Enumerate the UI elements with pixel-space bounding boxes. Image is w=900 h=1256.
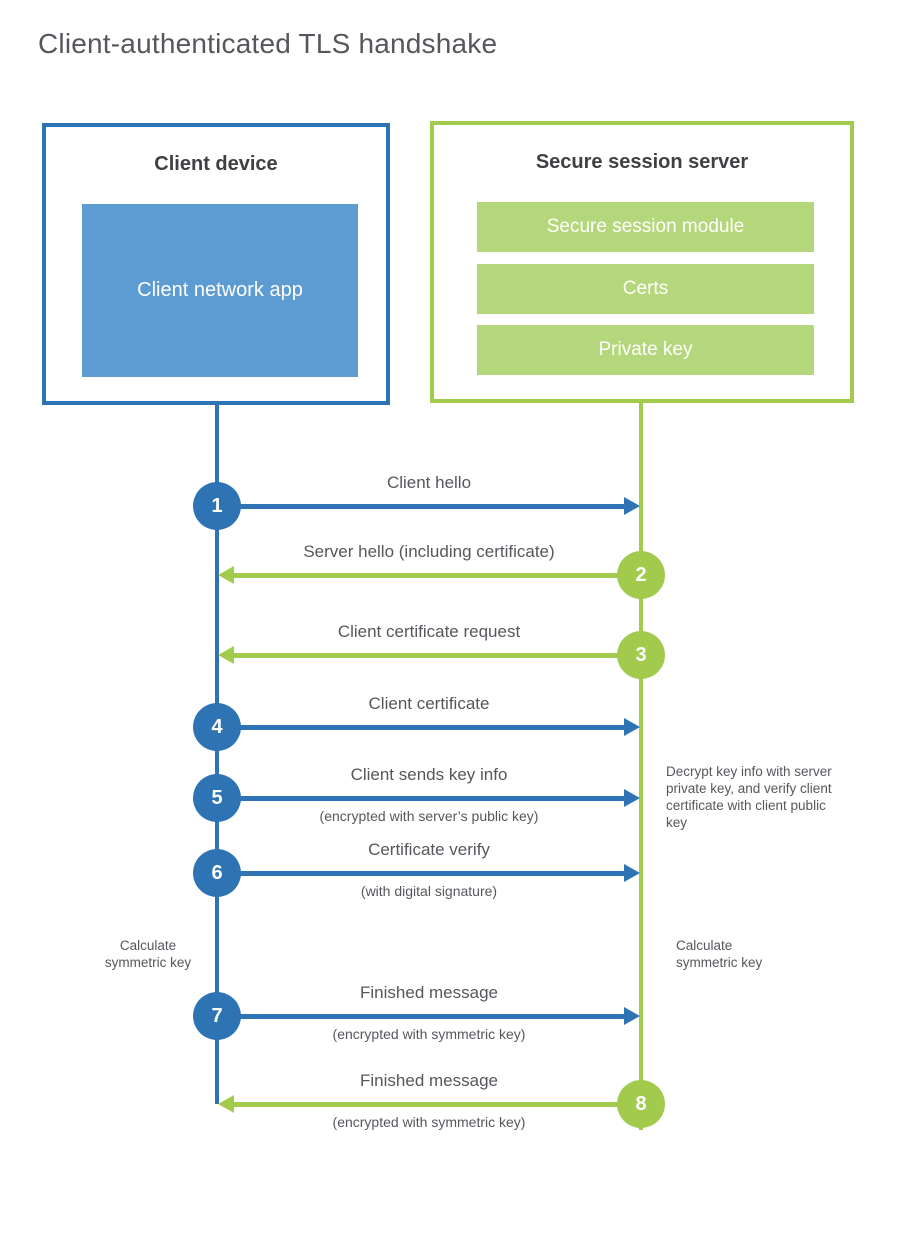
server-module-certs: Certs (477, 264, 814, 314)
calculate-symmetric-key-note-server: Calculate symmetric key (676, 938, 763, 970)
step-6-arrowhead-icon (624, 864, 640, 882)
step-3-arrow-line (234, 653, 641, 658)
step-2-arrow-line (234, 573, 641, 578)
client-device-box (42, 123, 390, 405)
step-8-number-badge: 8 (617, 1080, 665, 1128)
step-3-arrowhead-icon (218, 646, 234, 664)
step-7-arrow-line (217, 1014, 624, 1019)
step-8-arrow-line (234, 1102, 641, 1107)
server-module-private-key: Private key (477, 325, 814, 375)
step-7-number-badge: 7 (193, 992, 241, 1040)
step-5-sublabel: (encrypted with server’s public key) (319, 808, 539, 824)
step-5-arrow-line (217, 796, 624, 801)
page-title: Client-authenticated TLS handshake (38, 28, 498, 59)
step-6-sublabel: (with digital signature) (360, 883, 498, 899)
step-2-label: Server hello (including certificate) (303, 542, 555, 561)
step-4-arrowhead-icon (624, 718, 640, 736)
secure-session-server-box (430, 121, 854, 403)
step-2-arrowhead-icon (218, 566, 234, 584)
client-network-app-box (82, 204, 358, 377)
step-8-label: Finished message (360, 1071, 498, 1090)
step-7-arrowhead-icon (624, 1007, 640, 1025)
server-module-secure-session: Secure session module (477, 202, 814, 252)
step-7-label: Finished message (360, 983, 498, 1002)
step-6-arrow-line (217, 871, 624, 876)
step-1-arrow-line (217, 504, 624, 509)
step-1-number-badge: 1 (193, 482, 241, 530)
step-5-number-badge: 5 (193, 774, 241, 822)
secure-session-server-heading: Secure session server (535, 151, 749, 173)
step-1-label: Client hello (386, 473, 472, 492)
step-6-label: Certificate verify (368, 840, 490, 859)
step-6-number-badge: 6 (193, 849, 241, 897)
step-3-label: Client certificate request (337, 622, 521, 641)
step-8-sublabel: (encrypted with symmetric key) (332, 1114, 526, 1130)
client-device-heading: Client device (154, 153, 278, 175)
client-network-app-label: Client network app (137, 279, 303, 301)
step-8-arrowhead-icon (218, 1095, 234, 1113)
step-4-label: Client certificate (368, 694, 490, 713)
step-4-number-badge: 4 (193, 703, 241, 751)
step-5-label: Client sends key info (350, 765, 508, 784)
step-3-number-badge: 3 (617, 631, 665, 679)
step-1-arrowhead-icon (624, 497, 640, 515)
step-2-number-badge: 2 (617, 551, 665, 599)
step-4-arrow-line (217, 725, 624, 730)
calculate-symmetric-key-note-client: Calculate symmetric key (104, 938, 192, 970)
step-7-sublabel: (encrypted with symmetric key) (332, 1026, 526, 1042)
decrypt-key-note: Decrypt key info with server private key, and verify client certificate with client public key (666, 764, 832, 830)
step-5-arrowhead-icon (624, 789, 640, 807)
